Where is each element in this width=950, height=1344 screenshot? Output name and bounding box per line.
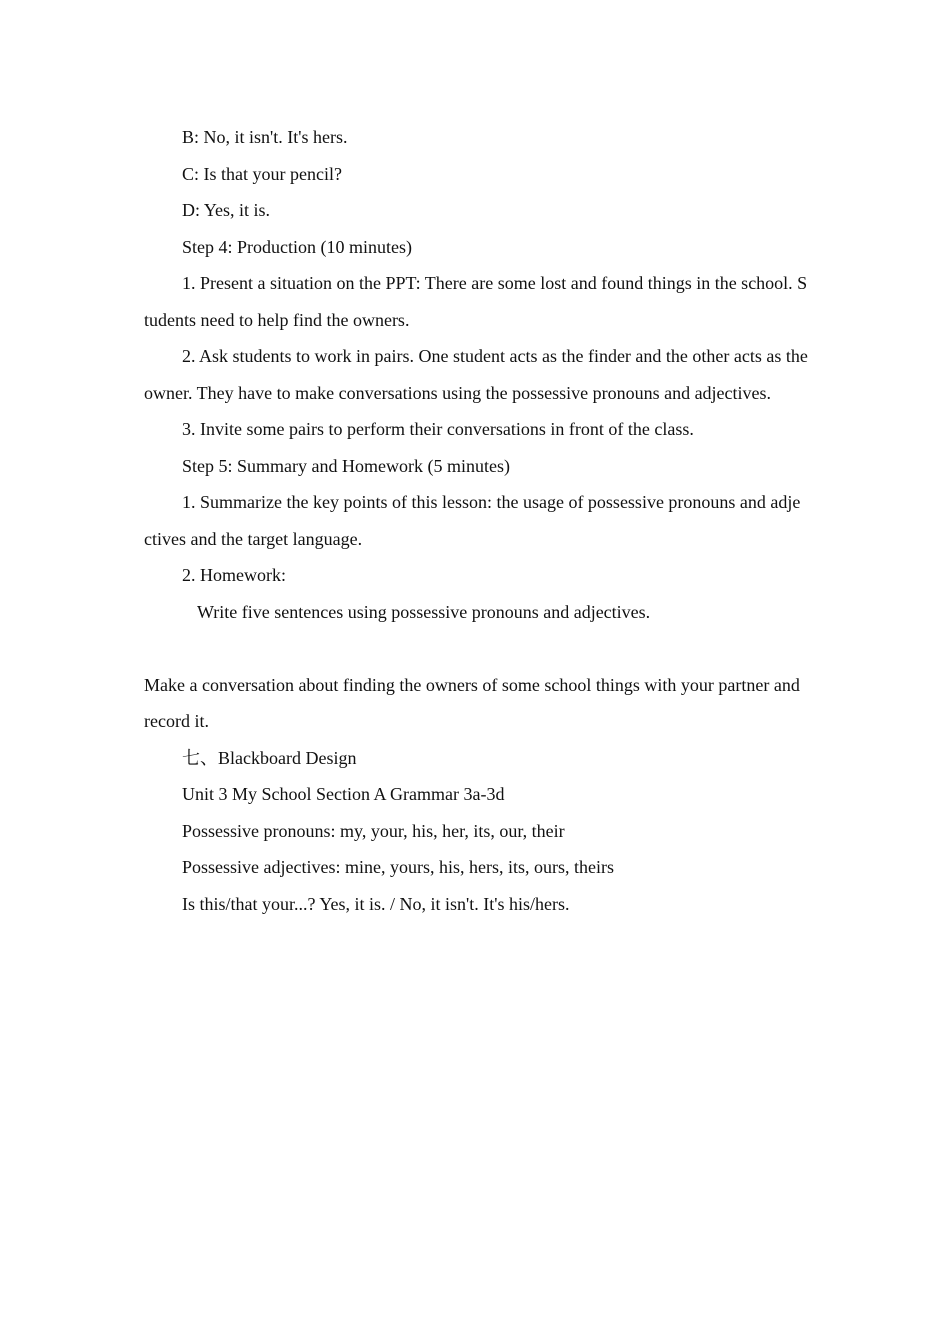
document-body xyxy=(144,119,808,922)
step-4-item-3: 3. Invite some pairs to perform their conversations in front of the class. xyxy=(182,419,694,439)
blackboard-possessive-adjectives: Possessive adjectives: mine, yours, his, hers, its, ours, theirs xyxy=(182,857,614,877)
blackboard-possessive-pronouns: Possessive pronouns: my, your, his, her, its, our, their xyxy=(182,820,565,841)
blackboard-design-heading: 七、Blackboard Design xyxy=(182,747,357,768)
blank-line xyxy=(144,630,808,667)
blackboard-target-language: Is this/that your...? Yes, it is. / No, it isn't. It's his/hers. xyxy=(182,893,570,914)
step-5-item-1: 1. Summarize the key points of this lesson: the usage of possessive pronouns and adjectives and the target language. xyxy=(144,492,801,549)
homework-label: 2. Homework: xyxy=(182,565,286,585)
dialogue-line-b: B: No, it isn't. It's hers. xyxy=(182,127,348,147)
blackboard-title: Unit 3 My School Section A Grammar 3a-3d xyxy=(182,784,505,804)
dialogue-line-c: C: Is that your pencil? xyxy=(182,163,342,184)
step-5-heading: Step 5: Summary and Homework (5 minutes) xyxy=(182,455,510,476)
homework-task-2: Make a conversation about finding the owners of some school things with your partner and record it. xyxy=(144,674,800,731)
step-4-item-2: 2. Ask students to work in pairs. One student acts as the finder and the other acts as the owner. They have to make conversations using the possessive pronouns and adjectives. xyxy=(144,346,808,403)
step-4-item-1: 1. Present a situation on the PPT: There are some lost and found things in the school. Students need to help find the owners. xyxy=(144,273,808,330)
homework-task-1: Write five sentences using possessive pronouns and adjectives. xyxy=(197,601,651,622)
dialogue-line-d: D: Yes, it is. xyxy=(182,200,271,220)
step-4-heading: Step 4: Production (10 minutes) xyxy=(182,236,412,257)
